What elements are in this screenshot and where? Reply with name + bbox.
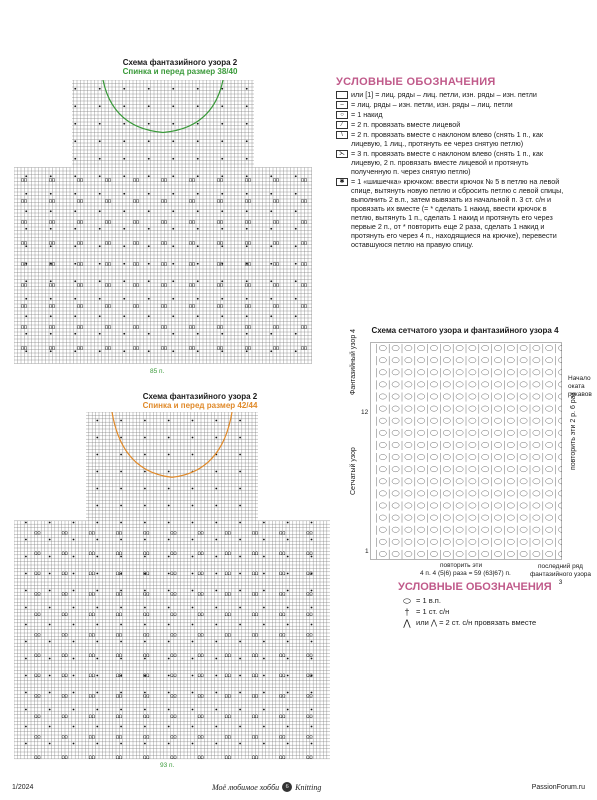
legend-item-yarnover: ○ = 1 накид: [336, 110, 568, 119]
svg-text:ΩΩ: ΩΩ: [49, 345, 56, 351]
svg-text:ΩΩ: ΩΩ: [217, 261, 224, 267]
svg-text:ΩΩ: ΩΩ: [88, 754, 95, 760]
sk2p-icon: ⋋: [336, 150, 348, 158]
svg-text:ΩΩ: ΩΩ: [306, 571, 313, 577]
svg-text:ΩΩ: ΩΩ: [224, 693, 231, 699]
svg-text:ΩΩ: ΩΩ: [143, 714, 150, 719]
svg-text:ΩΩ: ΩΩ: [77, 324, 84, 330]
svg-text:ΩΩ: ΩΩ: [34, 693, 41, 699]
svg-text:ΩΩ: ΩΩ: [143, 734, 150, 740]
k2tog-icon: ⁄: [336, 121, 348, 129]
svg-text:ΩΩ: ΩΩ: [252, 652, 259, 658]
magazine-brand: Моё любимое хобби 6 Knitting: [212, 782, 322, 792]
crochet-chart: [370, 342, 562, 560]
svg-text:ΩΩ: ΩΩ: [143, 673, 150, 679]
legend-item-purl: – = лиц. ряды – изн. петли, изн. ряды – лиц. петли: [336, 100, 568, 109]
svg-text:ΩΩ: ΩΩ: [49, 303, 56, 309]
svg-text:ΩΩ: ΩΩ: [306, 714, 313, 719]
knit-chart-2: [14, 412, 330, 760]
svg-text:ΩΩ: ΩΩ: [49, 177, 56, 183]
svg-text:ΩΩ: ΩΩ: [170, 673, 177, 679]
legend2-item-chain: ⬭ = 1 в.п.: [398, 596, 588, 606]
issue-number: 1/2024: [12, 784, 34, 791]
svg-text:ΩΩ: ΩΩ: [197, 754, 204, 760]
svg-text:ΩΩ: ΩΩ: [217, 240, 224, 246]
svg-text:ΩΩ: ΩΩ: [105, 219, 112, 225]
svg-text:ΩΩ: ΩΩ: [245, 303, 252, 309]
svg-text:ΩΩ: ΩΩ: [301, 282, 308, 288]
svg-text:ΩΩ: ΩΩ: [161, 219, 168, 225]
svg-text:ΩΩ: ΩΩ: [88, 714, 95, 719]
legend-item-knit: или [1] = лиц. ряды – лиц. петли, изн. ряды – изн. петли: [336, 90, 568, 99]
legend-item-sk2p: ⋋ = 3 п. провязать вместе с наклоном влево (снять 1 п., как лицевую, 2 п. провязать вместе лицевой и протянуть полученную п. через снятую петлю): [336, 149, 568, 176]
svg-text:ΩΩ: ΩΩ: [224, 530, 231, 536]
svg-text:ΩΩ: ΩΩ: [189, 261, 196, 267]
svg-text:ΩΩ: ΩΩ: [224, 591, 231, 597]
svg-text:ΩΩ: ΩΩ: [143, 612, 150, 617]
svg-text:ΩΩ: ΩΩ: [273, 219, 280, 225]
svg-text:ΩΩ: ΩΩ: [224, 550, 231, 556]
svg-text:ΩΩ: ΩΩ: [105, 240, 112, 246]
svg-text:ΩΩ: ΩΩ: [217, 303, 224, 309]
svg-text:ΩΩ: ΩΩ: [170, 530, 177, 536]
svg-text:ΩΩ: ΩΩ: [279, 591, 286, 597]
svg-text:ΩΩ: ΩΩ: [217, 345, 224, 351]
svg-text:ΩΩ: ΩΩ: [189, 282, 196, 288]
svg-text:ΩΩ: ΩΩ: [279, 530, 286, 536]
svg-text:ΩΩ: ΩΩ: [88, 571, 95, 577]
svg-text:ΩΩ: ΩΩ: [224, 612, 231, 617]
svg-text:ΩΩ: ΩΩ: [133, 261, 140, 267]
svg-text:ΩΩ: ΩΩ: [197, 734, 204, 740]
svg-text:ΩΩ: ΩΩ: [105, 261, 112, 267]
chart1-subtitle: Спинка и перед размер 38/40: [122, 67, 238, 76]
svg-text:ΩΩ: ΩΩ: [61, 734, 68, 740]
svg-text:ΩΩ: ΩΩ: [252, 734, 259, 740]
purl-dash-icon: –: [336, 101, 348, 109]
svg-text:ΩΩ: ΩΩ: [133, 177, 140, 183]
svg-text:ΩΩ: ΩΩ: [197, 632, 204, 638]
svg-text:ΩΩ: ΩΩ: [49, 324, 56, 330]
svg-text:ΩΩ: ΩΩ: [34, 754, 41, 760]
svg-text:ΩΩ: ΩΩ: [170, 571, 177, 577]
svg-text:ΩΩ: ΩΩ: [88, 632, 95, 638]
svg-text:ΩΩ: ΩΩ: [61, 591, 68, 597]
svg-text:ΩΩ: ΩΩ: [133, 324, 140, 330]
svg-text:ΩΩ: ΩΩ: [133, 219, 140, 225]
svg-text:ΩΩ: ΩΩ: [61, 571, 68, 577]
svg-text:ΩΩ: ΩΩ: [189, 303, 196, 309]
svg-text:ΩΩ: ΩΩ: [197, 550, 204, 556]
svg-text:ΩΩ: ΩΩ: [116, 632, 123, 638]
svg-text:ΩΩ: ΩΩ: [245, 345, 252, 351]
svg-text:ΩΩ: ΩΩ: [34, 652, 41, 658]
label-last-row: последний ряд фантазийного узора 3: [529, 563, 592, 586]
svg-text:ΩΩ: ΩΩ: [49, 282, 56, 288]
svg-text:ΩΩ: ΩΩ: [21, 177, 28, 183]
svg-text:ΩΩ: ΩΩ: [143, 550, 150, 556]
svg-text:ΩΩ: ΩΩ: [217, 324, 224, 330]
svg-text:ΩΩ: ΩΩ: [34, 612, 41, 617]
svg-text:ΩΩ: ΩΩ: [170, 734, 177, 740]
svg-text:ΩΩ: ΩΩ: [301, 303, 308, 309]
svg-text:ΩΩ: ΩΩ: [252, 632, 259, 638]
svg-text:ΩΩ: ΩΩ: [306, 754, 313, 760]
svg-text:ΩΩ: ΩΩ: [273, 324, 280, 330]
label-stitch-repeat: 4 п. 4 (5|6) раза = 59 (63|67) п.: [420, 570, 511, 577]
legend-item-bobble: ✱ = 1 «шишечка» крючком: ввести крючок № 5 в петлю на левой спице, вытянуть новую петлю и сбросить петлю с левой спицы, выполнить 2 в.п., затем вывязать из начальной п. 3 ст. с/н и провязать их вместе (= * сделать 1 накид, ввести крючок в петлю, вытянуть 1 п., сделать 1 накид и протянуть его через первые 2 п., от * повторить еще 2 раза, сделать 1 накид и протянуть его через 4 п., находящиеся на крючке), перевести оставшуюся петлю на правую спицу.: [336, 177, 568, 249]
svg-text:ΩΩ: ΩΩ: [161, 303, 168, 309]
svg-text:ΩΩ: ΩΩ: [116, 754, 123, 760]
svg-text:ΩΩ: ΩΩ: [34, 591, 41, 597]
svg-text:ΩΩ: ΩΩ: [217, 219, 224, 225]
svg-text:ΩΩ: ΩΩ: [197, 693, 204, 699]
svg-text:ΩΩ: ΩΩ: [306, 632, 313, 638]
svg-text:ΩΩ: ΩΩ: [306, 612, 313, 617]
svg-text:ΩΩ: ΩΩ: [143, 530, 150, 536]
svg-text:ΩΩ: ΩΩ: [279, 550, 286, 556]
svg-text:ΩΩ: ΩΩ: [161, 345, 168, 351]
svg-text:ΩΩ: ΩΩ: [161, 282, 168, 288]
svg-text:ΩΩ: ΩΩ: [170, 652, 177, 658]
svg-text:ΩΩ: ΩΩ: [116, 714, 123, 719]
double-crochet-icon: †: [404, 607, 410, 617]
svg-text:ΩΩ: ΩΩ: [197, 571, 204, 577]
svg-text:ΩΩ: ΩΩ: [279, 693, 286, 699]
svg-text:ΩΩ: ΩΩ: [88, 652, 95, 658]
dc2tog-icon: ⋀: [403, 618, 411, 628]
svg-text:ΩΩ: ΩΩ: [279, 714, 286, 719]
svg-text:ΩΩ: ΩΩ: [88, 530, 95, 536]
svg-text:ΩΩ: ΩΩ: [273, 303, 280, 309]
svg-text:ΩΩ: ΩΩ: [279, 612, 286, 617]
page-footer: [0, 774, 597, 800]
svg-text:ΩΩ: ΩΩ: [61, 693, 68, 699]
svg-text:ΩΩ: ΩΩ: [252, 754, 259, 760]
svg-text:ΩΩ: ΩΩ: [105, 345, 112, 351]
svg-text:ΩΩ: ΩΩ: [21, 198, 28, 204]
svg-text:ΩΩ: ΩΩ: [161, 240, 168, 246]
svg-text:ΩΩ: ΩΩ: [197, 530, 204, 536]
svg-text:ΩΩ: ΩΩ: [306, 591, 313, 597]
svg-text:ΩΩ: ΩΩ: [224, 673, 231, 679]
legend-item-ssk: \ = 2 п. провязать вместе с наклоном влево (снять 1 п., как лицевую, 1 лиц., протянуть ее через снятую петлю): [336, 130, 568, 148]
svg-text:ΩΩ: ΩΩ: [116, 673, 123, 679]
svg-text:ΩΩ: ΩΩ: [217, 198, 224, 204]
svg-text:ΩΩ: ΩΩ: [306, 550, 313, 556]
svg-text:ΩΩ: ΩΩ: [116, 571, 123, 577]
svg-text:ΩΩ: ΩΩ: [34, 734, 41, 740]
svg-text:ΩΩ: ΩΩ: [105, 303, 112, 309]
svg-text:ΩΩ: ΩΩ: [143, 754, 150, 760]
svg-text:ΩΩ: ΩΩ: [170, 693, 177, 699]
legend-crochet: [398, 581, 588, 629]
svg-text:ΩΩ: ΩΩ: [245, 177, 252, 183]
row-number-1: 1: [365, 548, 369, 555]
svg-text:ΩΩ: ΩΩ: [170, 754, 177, 760]
svg-text:ΩΩ: ΩΩ: [161, 324, 168, 330]
svg-text:ΩΩ: ΩΩ: [252, 673, 259, 679]
svg-text:ΩΩ: ΩΩ: [77, 282, 84, 288]
watermark: PassionForum.ru: [531, 784, 585, 791]
svg-text:ΩΩ: ΩΩ: [161, 177, 168, 183]
svg-text:ΩΩ: ΩΩ: [301, 219, 308, 225]
svg-text:ΩΩ: ΩΩ: [273, 240, 280, 246]
svg-text:ΩΩ: ΩΩ: [133, 345, 140, 351]
svg-text:ΩΩ: ΩΩ: [21, 345, 28, 351]
label-repeat-rows: повторить эти 2 р. 6 раз: [570, 392, 577, 470]
crochet-chart-title: Схема сетчатого узора и фантазийного узора 4: [371, 326, 559, 335]
svg-text:ΩΩ: ΩΩ: [133, 198, 140, 204]
svg-text:ΩΩ: ΩΩ: [88, 550, 95, 556]
svg-text:ΩΩ: ΩΩ: [252, 612, 259, 617]
svg-text:ΩΩ: ΩΩ: [224, 652, 231, 658]
svg-text:ΩΩ: ΩΩ: [61, 673, 68, 679]
svg-text:ΩΩ: ΩΩ: [143, 632, 150, 638]
svg-text:ΩΩ: ΩΩ: [133, 282, 140, 288]
chart1-stitch-count: 85 п.: [150, 368, 165, 375]
svg-text:ΩΩ: ΩΩ: [197, 612, 204, 617]
svg-text:ΩΩ: ΩΩ: [49, 261, 56, 267]
svg-text:ΩΩ: ΩΩ: [273, 282, 280, 288]
svg-text:ΩΩ: ΩΩ: [279, 571, 286, 577]
svg-text:ΩΩ: ΩΩ: [77, 177, 84, 183]
svg-text:ΩΩ: ΩΩ: [306, 693, 313, 699]
svg-text:ΩΩ: ΩΩ: [21, 261, 28, 267]
legend-knitting: [336, 78, 568, 250]
label-repeat: повторить эти: [440, 562, 483, 569]
svg-text:ΩΩ: ΩΩ: [61, 612, 68, 617]
svg-text:ΩΩ: ΩΩ: [34, 571, 41, 577]
svg-text:ΩΩ: ΩΩ: [252, 693, 259, 699]
svg-text:ΩΩ: ΩΩ: [189, 198, 196, 204]
legend-heading: УСЛОВНЫЕ ОБОЗНАЧЕНИЯ: [336, 76, 496, 88]
svg-text:ΩΩ: ΩΩ: [224, 734, 231, 740]
svg-text:ΩΩ: ΩΩ: [161, 261, 168, 267]
svg-text:ΩΩ: ΩΩ: [252, 530, 259, 536]
svg-text:ΩΩ: ΩΩ: [170, 632, 177, 638]
svg-text:ΩΩ: ΩΩ: [161, 198, 168, 204]
svg-text:ΩΩ: ΩΩ: [21, 240, 28, 246]
svg-text:ΩΩ: ΩΩ: [170, 550, 177, 556]
svg-text:ΩΩ: ΩΩ: [279, 734, 286, 740]
svg-text:ΩΩ: ΩΩ: [116, 591, 123, 597]
svg-text:ΩΩ: ΩΩ: [306, 673, 313, 679]
svg-text:ΩΩ: ΩΩ: [21, 219, 28, 225]
legend2-item-dc2tog: ⋀ или ⋀ = 2 ст. с/н провязать вместе: [398, 618, 588, 628]
legend-item-k2tog: ⁄ = 2 п. провязать вместе лицевой: [336, 120, 568, 129]
label-mesh-pattern: Сетчатый узор: [350, 447, 357, 495]
svg-text:ΩΩ: ΩΩ: [245, 198, 252, 204]
svg-text:ΩΩ: ΩΩ: [252, 714, 259, 719]
svg-text:ΩΩ: ΩΩ: [143, 571, 150, 577]
svg-text:ΩΩ: ΩΩ: [170, 714, 177, 719]
svg-text:ΩΩ: ΩΩ: [133, 240, 140, 246]
chart2-stitch-count: 93 п.: [160, 762, 175, 769]
svg-text:ΩΩ: ΩΩ: [116, 693, 123, 699]
svg-text:ΩΩ: ΩΩ: [133, 303, 140, 309]
svg-text:ΩΩ: ΩΩ: [61, 632, 68, 638]
svg-text:ΩΩ: ΩΩ: [77, 345, 84, 351]
svg-text:ΩΩ: ΩΩ: [34, 530, 41, 536]
svg-text:ΩΩ: ΩΩ: [252, 591, 259, 597]
svg-text:ΩΩ: ΩΩ: [245, 282, 252, 288]
svg-text:ΩΩ: ΩΩ: [301, 240, 308, 246]
svg-text:ΩΩ: ΩΩ: [273, 177, 280, 183]
svg-text:ΩΩ: ΩΩ: [77, 219, 84, 225]
svg-text:ΩΩ: ΩΩ: [105, 198, 112, 204]
svg-text:ΩΩ: ΩΩ: [116, 550, 123, 556]
svg-text:ΩΩ: ΩΩ: [197, 714, 204, 719]
svg-text:ΩΩ: ΩΩ: [143, 591, 150, 597]
svg-text:ΩΩ: ΩΩ: [245, 240, 252, 246]
svg-text:ΩΩ: ΩΩ: [189, 177, 196, 183]
svg-text:ΩΩ: ΩΩ: [21, 282, 28, 288]
svg-text:ΩΩ: ΩΩ: [279, 754, 286, 760]
svg-text:ΩΩ: ΩΩ: [279, 673, 286, 679]
svg-text:ΩΩ: ΩΩ: [61, 550, 68, 556]
chain-stitch-icon: ⬭: [403, 596, 411, 606]
svg-text:ΩΩ: ΩΩ: [197, 673, 204, 679]
svg-text:ΩΩ: ΩΩ: [77, 198, 84, 204]
yarnover-icon: ○: [336, 111, 348, 119]
svg-text:ΩΩ: ΩΩ: [273, 261, 280, 267]
svg-text:ΩΩ: ΩΩ: [189, 219, 196, 225]
row-number-12: 12: [361, 409, 369, 416]
svg-text:ΩΩ: ΩΩ: [217, 177, 224, 183]
svg-text:ΩΩ: ΩΩ: [245, 219, 252, 225]
svg-text:ΩΩ: ΩΩ: [306, 530, 313, 536]
svg-text:ΩΩ: ΩΩ: [88, 734, 95, 740]
svg-text:ΩΩ: ΩΩ: [88, 693, 95, 699]
svg-text:ΩΩ: ΩΩ: [306, 652, 313, 658]
svg-text:ΩΩ: ΩΩ: [49, 219, 56, 225]
svg-text:ΩΩ: ΩΩ: [279, 632, 286, 638]
svg-text:ΩΩ: ΩΩ: [224, 754, 231, 760]
svg-text:ΩΩ: ΩΩ: [197, 652, 204, 658]
svg-text:ΩΩ: ΩΩ: [88, 673, 95, 679]
legend2-heading: УСЛОВНЫЕ ОБОЗНАЧЕНИЯ: [398, 581, 552, 593]
svg-text:ΩΩ: ΩΩ: [34, 673, 41, 679]
svg-text:ΩΩ: ΩΩ: [189, 345, 196, 351]
svg-text:ΩΩ: ΩΩ: [252, 571, 259, 577]
svg-text:ΩΩ: ΩΩ: [245, 324, 252, 330]
svg-text:ΩΩ: ΩΩ: [170, 612, 177, 617]
svg-text:ΩΩ: ΩΩ: [116, 530, 123, 536]
page-number-badge: 6: [282, 782, 292, 792]
svg-text:ΩΩ: ΩΩ: [170, 591, 177, 597]
chart1-title: Схема фантазийного узора 2: [122, 58, 238, 67]
svg-text:ΩΩ: ΩΩ: [34, 632, 41, 638]
svg-text:ΩΩ: ΩΩ: [77, 240, 84, 246]
chart2-title: Схема фантазийного узора 2: [142, 392, 258, 401]
svg-text:ΩΩ: ΩΩ: [105, 282, 112, 288]
svg-text:ΩΩ: ΩΩ: [301, 324, 308, 330]
svg-text:ΩΩ: ΩΩ: [217, 282, 224, 288]
ssk-icon: \: [336, 131, 348, 139]
svg-text:ΩΩ: ΩΩ: [21, 324, 28, 330]
svg-text:ΩΩ: ΩΩ: [61, 652, 68, 658]
svg-text:ΩΩ: ΩΩ: [301, 177, 308, 183]
svg-text:ΩΩ: ΩΩ: [116, 612, 123, 617]
svg-text:ΩΩ: ΩΩ: [61, 714, 68, 719]
svg-text:ΩΩ: ΩΩ: [273, 198, 280, 204]
svg-text:ΩΩ: ΩΩ: [105, 324, 112, 330]
label-fancy-pattern-4: Фантазийный узор 4: [350, 328, 357, 395]
svg-text:ΩΩ: ΩΩ: [77, 303, 84, 309]
svg-text:ΩΩ: ΩΩ: [189, 240, 196, 246]
svg-text:ΩΩ: ΩΩ: [252, 550, 259, 556]
svg-text:ΩΩ: ΩΩ: [21, 303, 28, 309]
svg-text:ΩΩ: ΩΩ: [49, 240, 56, 246]
svg-text:ΩΩ: ΩΩ: [34, 550, 41, 556]
svg-text:ΩΩ: ΩΩ: [143, 652, 150, 658]
bobble-icon: ✱: [336, 178, 348, 186]
svg-text:ΩΩ: ΩΩ: [301, 261, 308, 267]
svg-text:ΩΩ: ΩΩ: [34, 714, 41, 719]
svg-text:ΩΩ: ΩΩ: [61, 530, 68, 536]
svg-text:ΩΩ: ΩΩ: [301, 345, 308, 351]
svg-text:ΩΩ: ΩΩ: [77, 261, 84, 267]
svg-text:ΩΩ: ΩΩ: [116, 652, 123, 658]
chart2-subtitle: Спинка и перед размер 42/44: [142, 401, 258, 410]
svg-text:ΩΩ: ΩΩ: [61, 754, 68, 760]
legend2-item-dc: † = 1 ст. с/н: [398, 607, 588, 617]
knit-square-icon: [336, 91, 348, 99]
svg-text:ΩΩ: ΩΩ: [245, 261, 252, 267]
svg-text:ΩΩ: ΩΩ: [88, 612, 95, 617]
svg-text:ΩΩ: ΩΩ: [224, 571, 231, 577]
svg-text:ΩΩ: ΩΩ: [143, 693, 150, 699]
svg-text:ΩΩ: ΩΩ: [116, 734, 123, 740]
svg-text:ΩΩ: ΩΩ: [189, 324, 196, 330]
svg-text:ΩΩ: ΩΩ: [306, 734, 313, 740]
svg-text:ΩΩ: ΩΩ: [49, 198, 56, 204]
svg-text:ΩΩ: ΩΩ: [273, 345, 280, 351]
svg-text:ΩΩ: ΩΩ: [197, 591, 204, 597]
svg-text:ΩΩ: ΩΩ: [301, 198, 308, 204]
svg-text:ΩΩ: ΩΩ: [105, 177, 112, 183]
knit-chart-1: [14, 80, 312, 366]
label-sleeve-start: Начало оката рукавов: [568, 375, 592, 398]
svg-text:ΩΩ: ΩΩ: [88, 591, 95, 597]
svg-text:ΩΩ: ΩΩ: [279, 652, 286, 658]
svg-text:ΩΩ: ΩΩ: [224, 632, 231, 638]
svg-text:ΩΩ: ΩΩ: [224, 714, 231, 719]
